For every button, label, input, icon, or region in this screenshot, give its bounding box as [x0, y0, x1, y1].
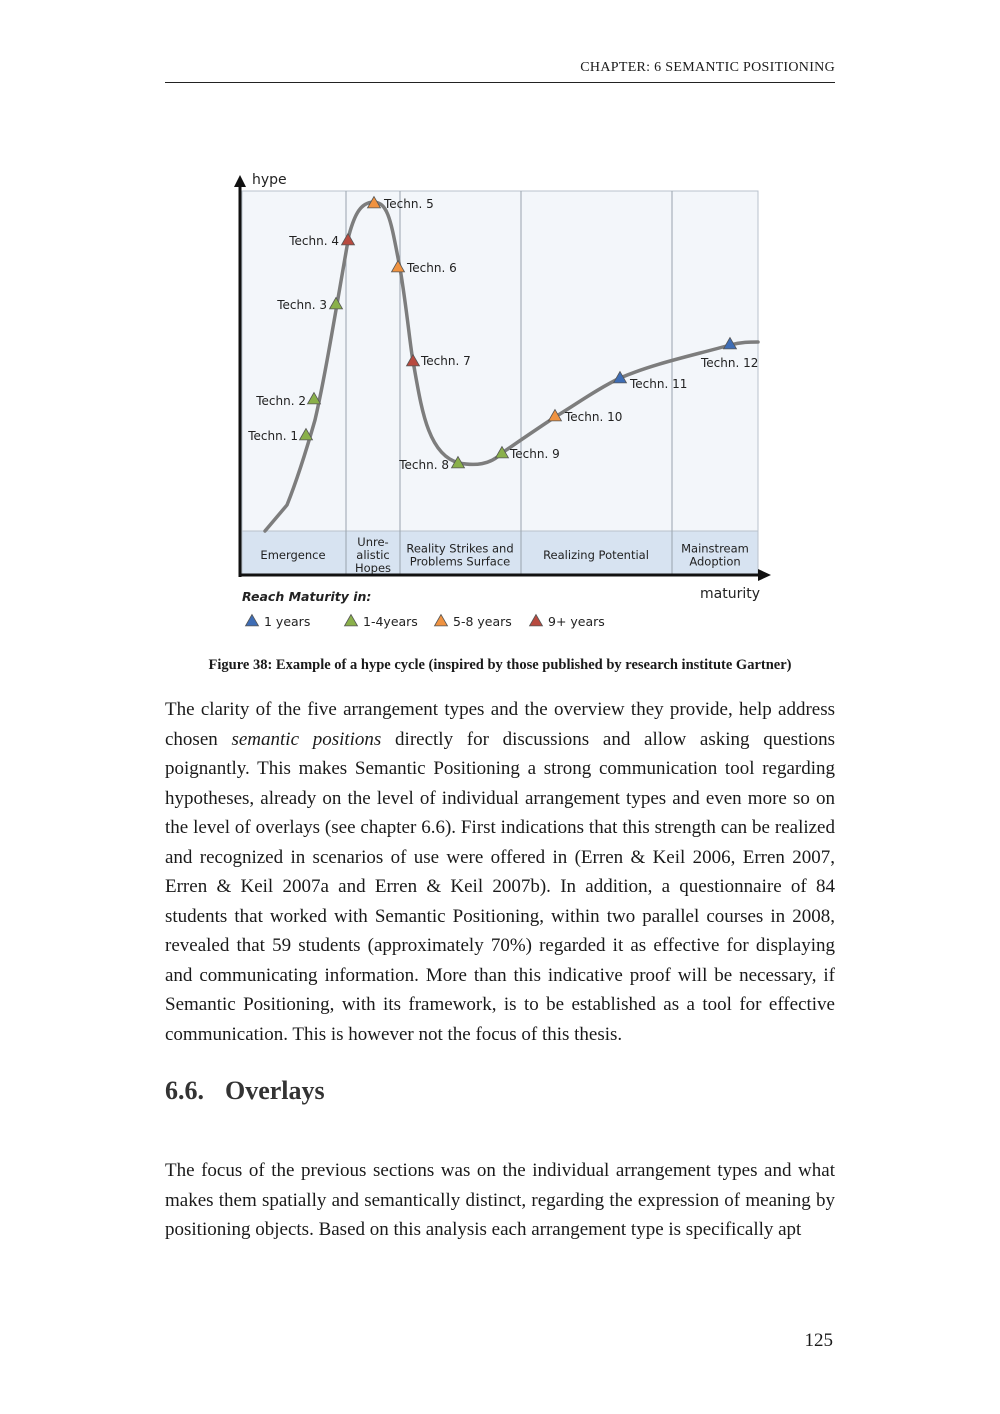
section-title: Overlays	[225, 1076, 325, 1105]
section-heading	[165, 1076, 325, 1106]
legend-label: 1 years	[264, 614, 311, 629]
section-number: 6.6.	[165, 1076, 204, 1105]
paragraph-segment: directly for discussions and allow asking questions poignantly. This makes Semantic Positioning a strong communication tool regarding hypotheses, already on the level of individual arrangement types and even more so on the level of overlays (see chapter 6.6). First indications that this strength can be realized and recognized in scenarios of use were offered in (Erren & Keil 2006, Erren 2007, Erren & Keil 2007a and Erren & Keil 2007b). In addition, a questionnaire of 84 students that worked with Semantic Positioning, within two parallel courses in 2008, revealed that 59 students (approximately 70%) regarded it as effective for displaying and communicating information. More than this indicative proof will be necessary, if Semantic Positioning, with its framework, is to be established as a tool for effective communication. This is however not the focus of this thesis.	[165, 728, 836, 1045]
technology-label: Techn. 3	[277, 298, 327, 312]
legend-label: 5-8 years	[453, 614, 512, 629]
running-title: CHAPTER: 6 SEMANTIC POSITIONING	[580, 60, 835, 75]
page-number: 125	[804, 1330, 833, 1351]
legend-marker-icon	[435, 615, 448, 626]
phase-label: Realizing Potential	[543, 548, 649, 562]
technology-label: Techn. 7	[421, 354, 471, 368]
y-axis-arrow-icon	[234, 175, 246, 187]
emphasis-text: semantic positions	[231, 728, 382, 750]
technology-label: Techn. 9	[510, 447, 560, 461]
phase-label: Hopes	[354, 561, 392, 575]
phase-label: Mainstream	[681, 541, 749, 556]
legend-marker-icon	[345, 615, 358, 626]
y-axis-label: hype	[252, 172, 287, 188]
running-header	[165, 58, 835, 83]
hype-cycle-figure	[225, 165, 785, 640]
legend-title: Reach Maturity in:	[242, 589, 372, 604]
phase-label: Problems Surface	[409, 554, 511, 569]
phase-label: Adoption	[689, 554, 741, 569]
legend-marker-icon	[246, 615, 259, 626]
phase-label: alistic	[356, 548, 390, 562]
body-paragraph-2: The focus of the previous sections was on the individual arrangement types and what makes them spatially and semantically distinct, regarding the expression of meaning by positioning objects. Based on this analysis each arrangement type is specifically apt	[165, 1160, 835, 1240]
figure-caption: Figure 38: Example of a hype cycle (inspired by those published by research institute Gartner)	[208, 657, 792, 673]
technology-label: Techn. 12	[701, 356, 759, 370]
phase-label: Unre-	[357, 535, 389, 549]
technology-label: Techn. 1	[248, 429, 298, 443]
phase-label: Emergence	[260, 548, 326, 562]
technology-label: Techn. 5	[384, 197, 434, 211]
technology-label: Techn. 10	[565, 410, 623, 424]
technology-label: Techn. 11	[630, 377, 688, 391]
body-paragraph-1	[165, 695, 835, 1049]
technology-label: Techn. 4	[289, 234, 339, 248]
legend-marker-icon	[530, 615, 543, 626]
paragraph-segment: The clarity of the five arrangement types and the overview they provide, help address chosen	[165, 699, 835, 750]
technology-label: Techn. 6	[407, 261, 457, 275]
hype-cycle-chart	[225, 165, 785, 640]
technology-label: Techn. 8	[399, 458, 449, 472]
phase-label: Reality Strikes and	[406, 541, 514, 556]
legend-label: 1-4years	[363, 614, 418, 629]
x-axis-arrow-icon	[758, 569, 771, 581]
x-axis-label: maturity	[700, 586, 760, 602]
legend-label: 9+ years	[548, 614, 605, 629]
technology-label: Techn. 2	[256, 394, 306, 408]
